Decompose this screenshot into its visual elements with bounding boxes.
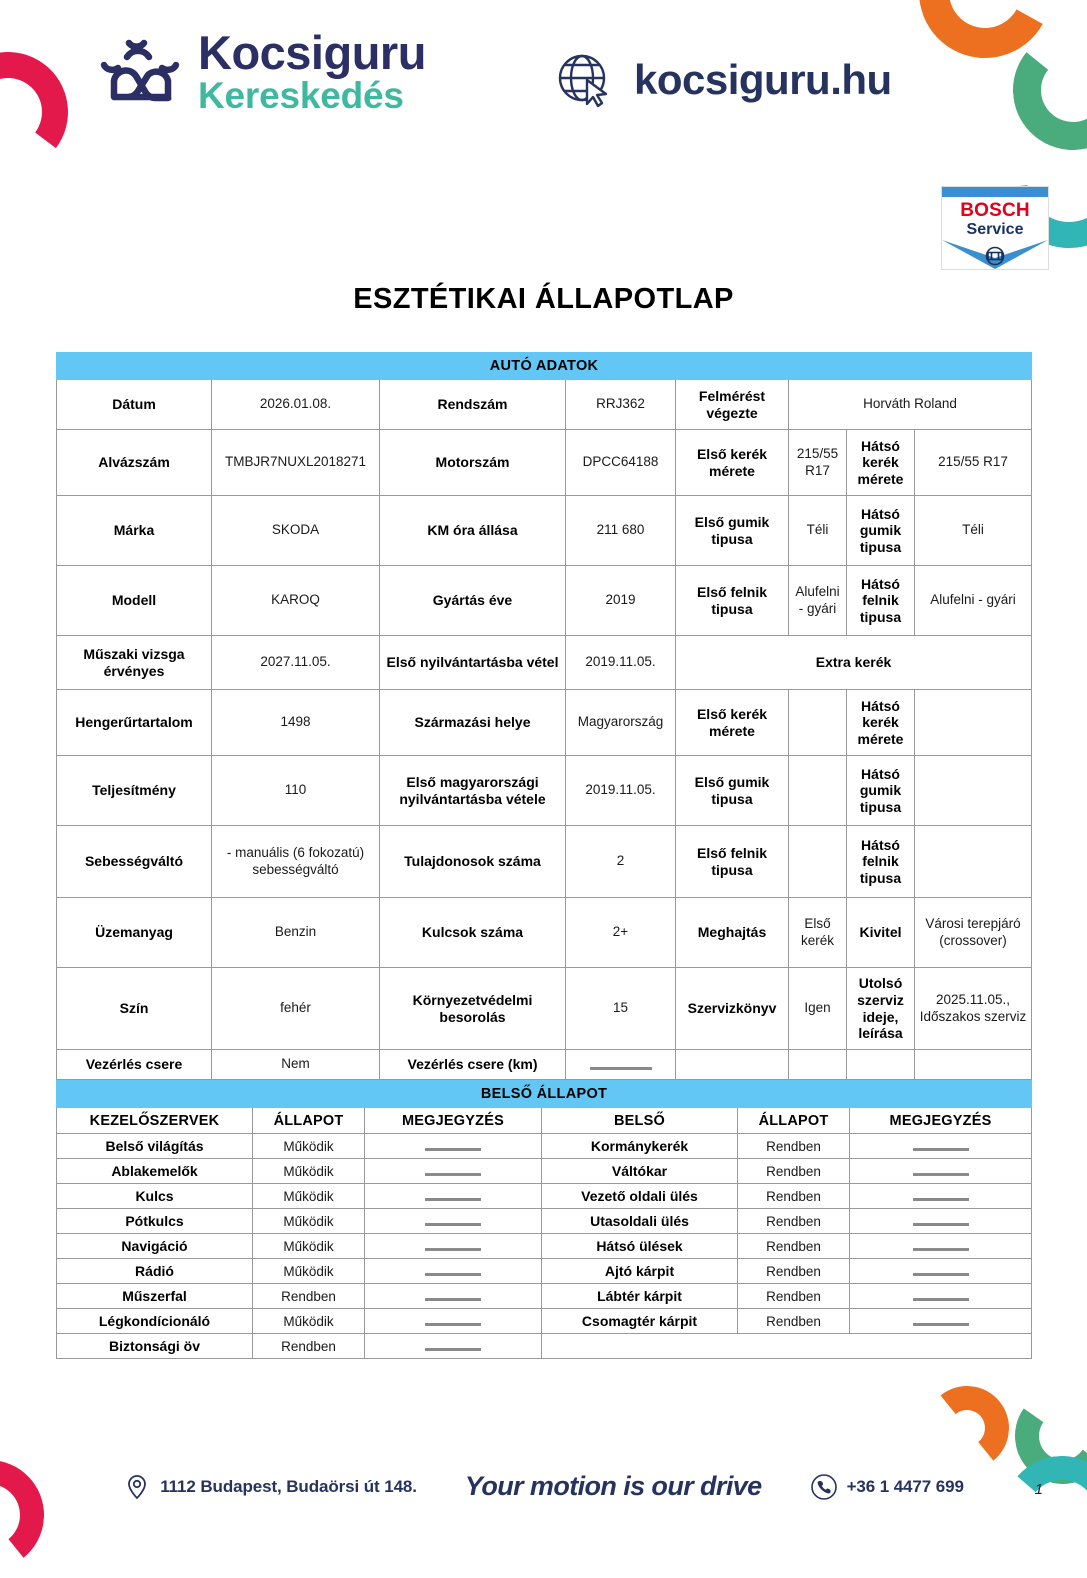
- value-km-ora-allasa[interactable]: 211 680: [566, 496, 676, 566]
- phone-icon: [810, 1473, 838, 1501]
- label-tulajdonosok-szama: Tulajdonosok száma: [380, 826, 566, 898]
- state-biztonsagi-ov[interactable]: Rendben: [253, 1334, 365, 1359]
- globe-cursor-icon: [556, 52, 612, 108]
- table-row: [57, 968, 1032, 1050]
- footer-phone-block[interactable]: [810, 1473, 964, 1501]
- decorative-arc-orange-bottomright: [921, 1382, 1013, 1474]
- table-row: [57, 496, 1032, 566]
- value-elso-gumik-tipusa[interactable]: Téli: [789, 496, 847, 566]
- state-labter-karpit[interactable]: Rendben: [738, 1284, 850, 1309]
- state-ajto-karpit[interactable]: Rendben: [738, 1259, 850, 1284]
- label-elso-magyarorszagi-nyilvantartasba-vetele: Első magyarországi nyilvántartásba vétele: [380, 756, 566, 826]
- interior-band-row: [57, 1081, 1032, 1108]
- label-muszaki-vizsga: Műszaki vizsga érvényes: [57, 636, 212, 690]
- table-row: [57, 756, 1032, 826]
- label-elso-kerek-merete: Első kerék mérete: [676, 430, 789, 496]
- value-uzemanyag[interactable]: Benzin: [212, 898, 380, 968]
- label-alvazszam: Alvázszám: [57, 430, 212, 496]
- empty-cell: [847, 1050, 915, 1080]
- value-muszaki-vizsga[interactable]: 2027.11.05.: [212, 636, 380, 690]
- note-navigacio[interactable]: [365, 1234, 542, 1259]
- label-hatso-gumik-tipusa: Hátsó gumik tipusa: [847, 496, 915, 566]
- website-url: kocsiguru.hu: [634, 56, 892, 103]
- kocsiguru-logo: [96, 26, 426, 117]
- bosch-top-bar: [942, 187, 1048, 197]
- value-alvazszam[interactable]: TMBJR7NUXL2018271: [212, 430, 380, 496]
- page-number: 1: [1034, 1481, 1043, 1498]
- label-elso-felnik-tipusa: Első felnik tipusa: [676, 566, 789, 636]
- value-datum[interactable]: 2026.01.08.: [212, 380, 380, 430]
- note-kulcs[interactable]: [365, 1184, 542, 1209]
- table-row: [57, 1259, 1032, 1284]
- label-teljesitmeny: Teljesítmény: [57, 756, 212, 826]
- website-block[interactable]: [556, 52, 892, 108]
- label-meghajtas: Meghajtás: [676, 898, 789, 968]
- label-belso-vilagitas: Belső világítás: [57, 1134, 253, 1159]
- location-pin-icon: [123, 1473, 151, 1501]
- value-sebessegvalto[interactable]: - manuális (6 fokozatú) sebességváltó: [212, 826, 380, 898]
- blank-placeholder: [913, 1191, 969, 1201]
- blank-placeholder: [913, 1316, 969, 1326]
- value-teljesitmeny[interactable]: 110: [212, 756, 380, 826]
- blank-placeholder: [425, 1166, 481, 1176]
- table-row: [57, 826, 1032, 898]
- footer-slogan: Your motion is our drive: [464, 1471, 762, 1501]
- brand-title: Kocsiguru: [198, 26, 426, 79]
- state-valtokar[interactable]: Rendben: [738, 1159, 850, 1184]
- table-row: [57, 636, 1032, 690]
- label-motorszam: Motorszám: [380, 430, 566, 496]
- table-row: [57, 1159, 1032, 1184]
- value-vezerles-csere[interactable]: Nem: [212, 1050, 380, 1080]
- blank-placeholder: [425, 1316, 481, 1326]
- label-extra-hatso-gumik-tipusa: Hátsó gumik tipusa: [847, 756, 915, 826]
- label-szarmazasi-helye: Származási helye: [380, 690, 566, 756]
- value-kornyezetvedelmi-besorolas[interactable]: 15: [566, 968, 676, 1050]
- label-sebessegvalto: Sebességváltó: [57, 826, 212, 898]
- note-biztonsagi-ov[interactable]: [365, 1334, 542, 1359]
- value-elso-nyilvantartasba-vetel[interactable]: 2019.11.05.: [566, 636, 676, 690]
- extra-wheel-title: Extra kerék: [676, 636, 1032, 690]
- blank-placeholder: [425, 1291, 481, 1301]
- blank-placeholder: [913, 1216, 969, 1226]
- page-title: ESZTÉTIKAI ÁLLAPOTLAP: [353, 283, 734, 315]
- state-radio[interactable]: Működik: [253, 1259, 365, 1284]
- label-szin: Szín: [57, 968, 212, 1050]
- label-datum: Dátum: [57, 380, 212, 430]
- state-navigacio[interactable]: Működik: [253, 1234, 365, 1259]
- state-vezeto-oldali-ules[interactable]: Rendben: [738, 1184, 850, 1209]
- table-row: [57, 1334, 1032, 1359]
- page-header: [0, 0, 1087, 238]
- note-belso-vilagitas[interactable]: [365, 1134, 542, 1159]
- page-footer: [0, 1471, 1087, 1502]
- empty-cell: [915, 1050, 1032, 1080]
- value-felmerest-vegezte[interactable]: Horváth Roland: [789, 380, 1032, 430]
- value-hengerurtartalom[interactable]: 1498: [212, 690, 380, 756]
- car-data-band-row: [57, 353, 1032, 380]
- table-row: [57, 1284, 1032, 1309]
- value-tulajdonosok-szama[interactable]: 2: [566, 826, 676, 898]
- state-belso-vilagitas[interactable]: Működik: [253, 1134, 365, 1159]
- label-hatso-ulesek: Hátsó ülések: [542, 1234, 738, 1259]
- label-szervizkonyv: Szervizkönyv: [676, 968, 789, 1050]
- label-muszerfal: Műszerfal: [57, 1284, 253, 1309]
- blank-placeholder: [425, 1241, 481, 1251]
- bosch-service-logo: [941, 186, 1049, 270]
- value-elso-magyarorszagi-nyilvantartasba-vetele[interactable]: 2019.11.05.: [566, 756, 676, 826]
- table-row: [57, 1050, 1032, 1080]
- state-ablakemelok[interactable]: Működik: [253, 1159, 365, 1184]
- header-allapot-left: ÁLLAPOT: [253, 1108, 365, 1134]
- label-potkulcs: Pótkulcs: [57, 1209, 253, 1234]
- table-row: [57, 1134, 1032, 1159]
- kocsiguru-mark-icon: [96, 35, 184, 109]
- label-elso-nyilvantartasba-vetel: Első nyilvántartásba vétel: [380, 636, 566, 690]
- state-potkulcs[interactable]: Működik: [253, 1209, 365, 1234]
- blank-placeholder: [913, 1241, 969, 1251]
- label-hengerurtartalom: Hengerűrtartalom: [57, 690, 212, 756]
- header-megjegyzes-left: MEGJEGYZÉS: [365, 1108, 542, 1134]
- label-ablakemelok: Ablakemelők: [57, 1159, 253, 1184]
- table-row: [57, 1209, 1032, 1234]
- bosch-chevron: [942, 240, 1048, 269]
- value-meghajtas[interactable]: Első kerék: [789, 898, 847, 968]
- header-megjegyzes-right: MEGJEGYZÉS: [850, 1108, 1032, 1134]
- label-utolso-szerviz: Utolsó szerviz ideje, leírása: [847, 968, 915, 1050]
- bosch-armature-icon: [981, 246, 1009, 266]
- note-potkulcs[interactable]: [365, 1209, 542, 1234]
- label-modell: Modell: [57, 566, 212, 636]
- value-gyartas-eve[interactable]: 2019: [566, 566, 676, 636]
- blank-placeholder: [913, 1266, 969, 1276]
- state-csomagter-karpit[interactable]: Rendben: [738, 1309, 850, 1334]
- label-extra-elso-kerek-merete: Első kerék mérete: [676, 690, 789, 756]
- bosch-service-label: Service: [966, 220, 1024, 238]
- note-kormanykerek[interactable]: [850, 1134, 1032, 1159]
- car-data-band: AUTÓ ADATOK: [57, 353, 1032, 380]
- table-row: [57, 566, 1032, 636]
- value-hatso-felnik-tipusa[interactable]: Alufelni - gyári: [915, 566, 1032, 636]
- state-hatso-ulesek[interactable]: Rendben: [738, 1234, 850, 1259]
- note-vezeto-oldali-ules[interactable]: [850, 1184, 1032, 1209]
- value-kulcsok-szama[interactable]: 2+: [566, 898, 676, 968]
- blank-placeholder: [425, 1266, 481, 1276]
- empty-cell: [789, 1050, 847, 1080]
- header-kezeloszervek: KEZELŐSZERVEK: [57, 1108, 253, 1134]
- table-row: [57, 898, 1032, 968]
- value-extra-elso-felnik-tipusa[interactable]: [789, 826, 847, 898]
- label-vezerles-csere: Vezérlés csere: [57, 1050, 212, 1080]
- value-szervizkonyv[interactable]: Igen: [789, 968, 847, 1050]
- value-extra-hatso-gumik-tipusa[interactable]: [915, 756, 1032, 826]
- label-extra-hatso-felnik-tipusa: Hátsó felnik tipusa: [847, 826, 915, 898]
- table-row: [57, 1234, 1032, 1259]
- interior-condition-table: [56, 1080, 1032, 1359]
- footer-address: 1112 Budapest, Budaörsi út 148.: [160, 1476, 417, 1496]
- note-muszerfal[interactable]: [365, 1284, 542, 1309]
- blank-placeholder: [425, 1141, 481, 1151]
- table-row: [57, 430, 1032, 496]
- value-hatso-kerek-merete[interactable]: 215/55 R17: [915, 430, 1032, 496]
- label-biztonsagi-ov: Biztonsági öv: [57, 1334, 253, 1359]
- label-felmerest-vegezte: Felmérést végezte: [676, 380, 789, 430]
- state-legkondicionalo[interactable]: Működik: [253, 1309, 365, 1334]
- label-hatso-felnik-tipusa: Hátsó felnik tipusa: [847, 566, 915, 636]
- value-kivitel[interactable]: Városi terepjáró (crossover): [915, 898, 1032, 968]
- note-legkondicionalo[interactable]: [365, 1309, 542, 1334]
- footer-phone: +36 1 4477 699: [846, 1476, 964, 1496]
- state-kulcs[interactable]: Működik: [253, 1184, 365, 1209]
- note-radio[interactable]: [365, 1259, 542, 1284]
- value-modell[interactable]: KAROQ: [212, 566, 380, 636]
- value-elso-felnik-tipusa[interactable]: Alufelni - gyári: [789, 566, 847, 636]
- blank-placeholder: [425, 1341, 481, 1351]
- label-uzemanyag: Üzemanyag: [57, 898, 212, 968]
- label-extra-elso-gumik-tipusa: Első gumik tipusa: [676, 756, 789, 826]
- label-ajto-karpit: Ajtó kárpit: [542, 1259, 738, 1284]
- value-szin[interactable]: fehér: [212, 968, 380, 1050]
- label-gyartas-eve: Gyártás éve: [380, 566, 566, 636]
- value-extra-hatso-kerek-merete[interactable]: [915, 690, 1032, 756]
- bosch-name: BOSCH: [960, 199, 1030, 221]
- label-extra-elso-felnik-tipusa: Első felnik tipusa: [676, 826, 789, 898]
- value-szarmazasi-helye[interactable]: Magyarország: [566, 690, 676, 756]
- blank-placeholder: [590, 1060, 652, 1070]
- value-elso-kerek-merete[interactable]: 215/55 R17: [789, 430, 847, 496]
- note-csomagter-karpit[interactable]: [850, 1309, 1032, 1334]
- note-ajto-karpit[interactable]: [850, 1259, 1032, 1284]
- blank-placeholder: [913, 1291, 969, 1301]
- blank-placeholder: [425, 1216, 481, 1226]
- label-csomagter-karpit: Csomagtér kárpit: [542, 1309, 738, 1334]
- interior-band: BELSŐ ÁLLAPOT: [57, 1081, 1032, 1108]
- label-rendszam: Rendszám: [380, 380, 566, 430]
- label-valtokar: Váltókar: [542, 1159, 738, 1184]
- state-utasoldali-ules[interactable]: Rendben: [738, 1209, 850, 1234]
- note-labter-karpit[interactable]: [850, 1284, 1032, 1309]
- empty-cell: [542, 1334, 1032, 1359]
- value-rendszam[interactable]: RRJ362: [566, 380, 676, 430]
- value-vezerles-csere-km[interactable]: [566, 1050, 676, 1080]
- blank-placeholder: [913, 1141, 969, 1151]
- label-hatso-kerek-merete: Hátsó kerék mérete: [847, 430, 915, 496]
- footer-address-block: [123, 1473, 417, 1501]
- label-km-ora-allasa: KM óra állása: [380, 496, 566, 566]
- label-navigacio: Navigáció: [57, 1234, 253, 1259]
- note-hatso-ulesek[interactable]: [850, 1234, 1032, 1259]
- value-motorszam[interactable]: DPCC64188: [566, 430, 676, 496]
- label-marka: Márka: [57, 496, 212, 566]
- value-extra-elso-kerek-merete[interactable]: [789, 690, 847, 756]
- header-belso: BELSŐ: [542, 1108, 738, 1134]
- table-row: [57, 1184, 1032, 1209]
- value-hatso-gumik-tipusa[interactable]: Téli: [915, 496, 1032, 566]
- header-allapot-right: ÁLLAPOT: [738, 1108, 850, 1134]
- label-vezeto-oldali-ules: Vezető oldali ülés: [542, 1184, 738, 1209]
- brand-subtitle: Kereskedés: [198, 75, 404, 117]
- condition-sheet: [56, 352, 1031, 1359]
- label-kulcsok-szama: Kulcsok száma: [380, 898, 566, 968]
- state-muszerfal[interactable]: Rendben: [253, 1284, 365, 1309]
- label-vezerles-csere-km: Vezérlés csere (km): [380, 1050, 566, 1080]
- label-utasoldali-ules: Utasoldali ülés: [542, 1209, 738, 1234]
- blank-placeholder: [913, 1166, 969, 1176]
- value-marka[interactable]: SKODA: [212, 496, 380, 566]
- label-kulcs: Kulcs: [57, 1184, 253, 1209]
- value-extra-hatso-felnik-tipusa[interactable]: [915, 826, 1032, 898]
- state-kormanykerek[interactable]: Rendben: [738, 1134, 850, 1159]
- value-extra-elso-gumik-tipusa[interactable]: [789, 756, 847, 826]
- value-utolso-szerviz[interactable]: 2025.11.05., Időszakos szerviz: [915, 968, 1032, 1050]
- label-extra-hatso-kerek-merete: Hátsó kerék mérete: [847, 690, 915, 756]
- note-valtokar[interactable]: [850, 1159, 1032, 1184]
- label-kormanykerek: Kormánykerék: [542, 1134, 738, 1159]
- table-row: [57, 380, 1032, 430]
- empty-cell: [676, 1050, 789, 1080]
- table-row: [57, 690, 1032, 756]
- table-row: [57, 1309, 1032, 1334]
- label-kornyezetvedelmi-besorolas: Környezetvédelmi besorolás: [380, 968, 566, 1050]
- label-legkondicionalo: Légkondícionáló: [57, 1309, 253, 1334]
- label-radio: Rádió: [57, 1259, 253, 1284]
- label-labter-karpit: Lábtér kárpit: [542, 1284, 738, 1309]
- label-elso-gumik-tipusa: Első gumik tipusa: [676, 496, 789, 566]
- label-kivitel: Kivitel: [847, 898, 915, 968]
- note-ablakemelok[interactable]: [365, 1159, 542, 1184]
- car-data-table: [56, 352, 1032, 1080]
- note-utasoldali-ules[interactable]: [850, 1209, 1032, 1234]
- interior-header-row: [57, 1108, 1032, 1134]
- blank-placeholder: [425, 1191, 481, 1201]
